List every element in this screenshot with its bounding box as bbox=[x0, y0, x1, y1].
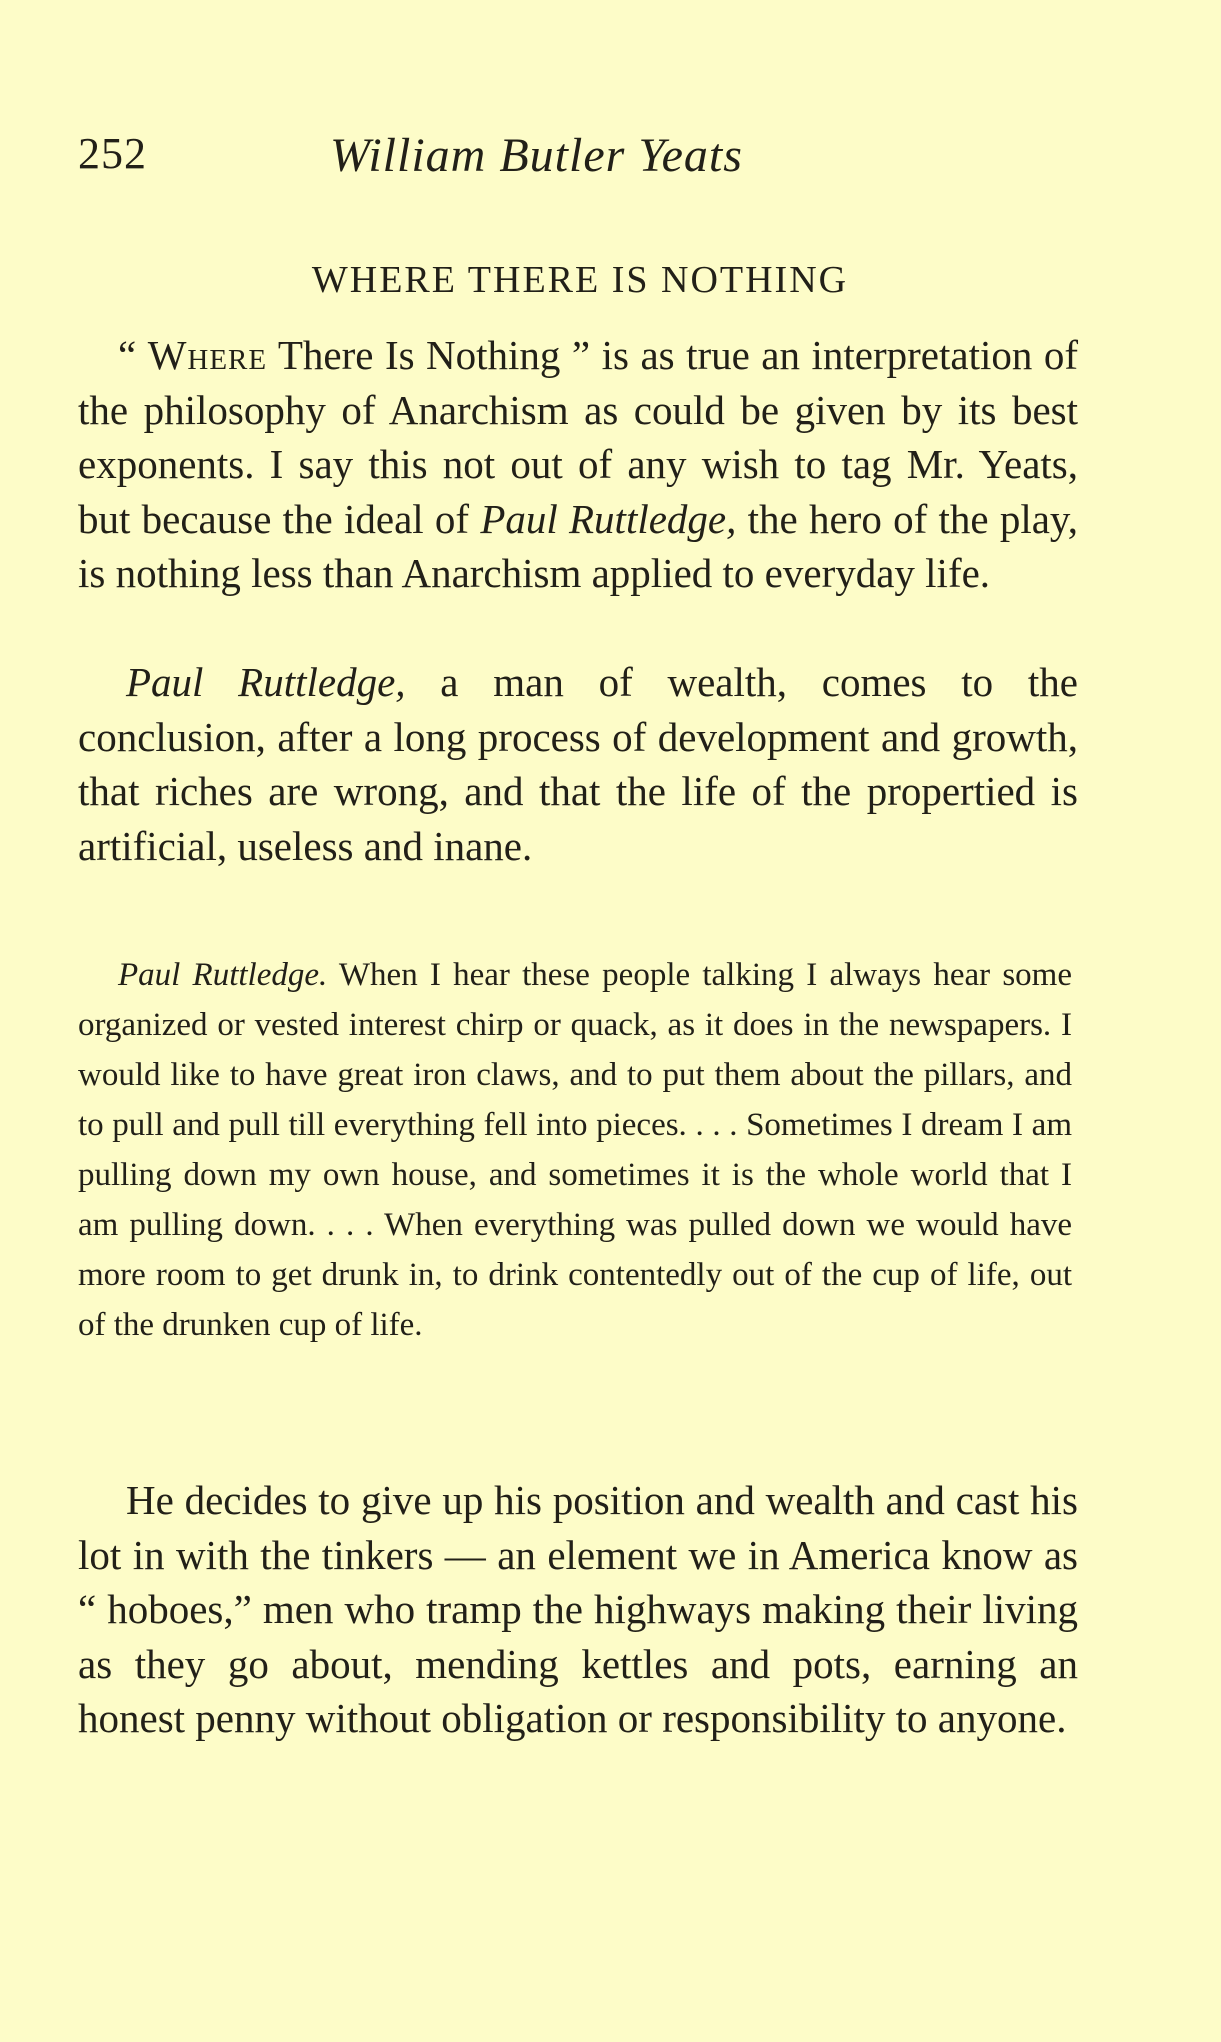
character-name: Paul Ruttledge, bbox=[480, 495, 737, 542]
block-quote bbox=[78, 950, 1072, 1350]
running-head bbox=[78, 128, 1078, 198]
paragraph-decision bbox=[78, 1473, 1078, 1746]
paragraph-text: a man of wealth, comes to the conclusion, after a long process of development and growth, that riches are wrong, and that the life of the propertied is artificial, useless and inane. bbox=[78, 659, 1078, 869]
open-quote: “ bbox=[118, 332, 148, 378]
paragraph-character bbox=[78, 655, 1078, 873]
paragraph-intro bbox=[78, 328, 1078, 601]
smallcaps-word: Where bbox=[147, 332, 268, 378]
paragraph-text: He decides to give up his position and wealth and cast his lot in with the tinkers — an element we in America know as “ hoboes,” men who tramp the highways making their living as they go about, mending kettles and pots, earning an honest penny without obligation or responsibility to anyone. bbox=[78, 1477, 1078, 1741]
character-name: Paul Ruttledge, bbox=[126, 659, 406, 705]
page-number: 252 bbox=[78, 129, 147, 178]
section-heading: WHERE THERE IS NOTHING bbox=[311, 259, 849, 301]
paragraph-text: the hero of the play, is nothing less than Anarchism applied to everyday life. bbox=[78, 495, 1079, 596]
paragraph-text: There Is Nothing ” is as true an interpretation of the philosophy of Anarchism as could be given by its best exponents. I say this not out of any wish to tag Mr. Yeats, but because the ideal of bbox=[78, 332, 1078, 542]
running-title: William Butler Yeats bbox=[330, 129, 743, 182]
quote-text: When I hear these people talking I always hear some organized or vested interest chirp or quack, as it does in the newspapers. I would like to have great iron claws, and to put them about the pillars, and to pull and pull till everything fell into pieces. . . . Sometimes I dream I am pulling down my own house, and sometimes it is the whole world that I am pulling down. . . . When everything was pulled down we would have more room to get drunk in, to drink contentedly out of the cup of life, out of the drunken cup of life. bbox=[78, 957, 1072, 1343]
quote-speaker: Paul Ruttledge. bbox=[118, 957, 328, 993]
